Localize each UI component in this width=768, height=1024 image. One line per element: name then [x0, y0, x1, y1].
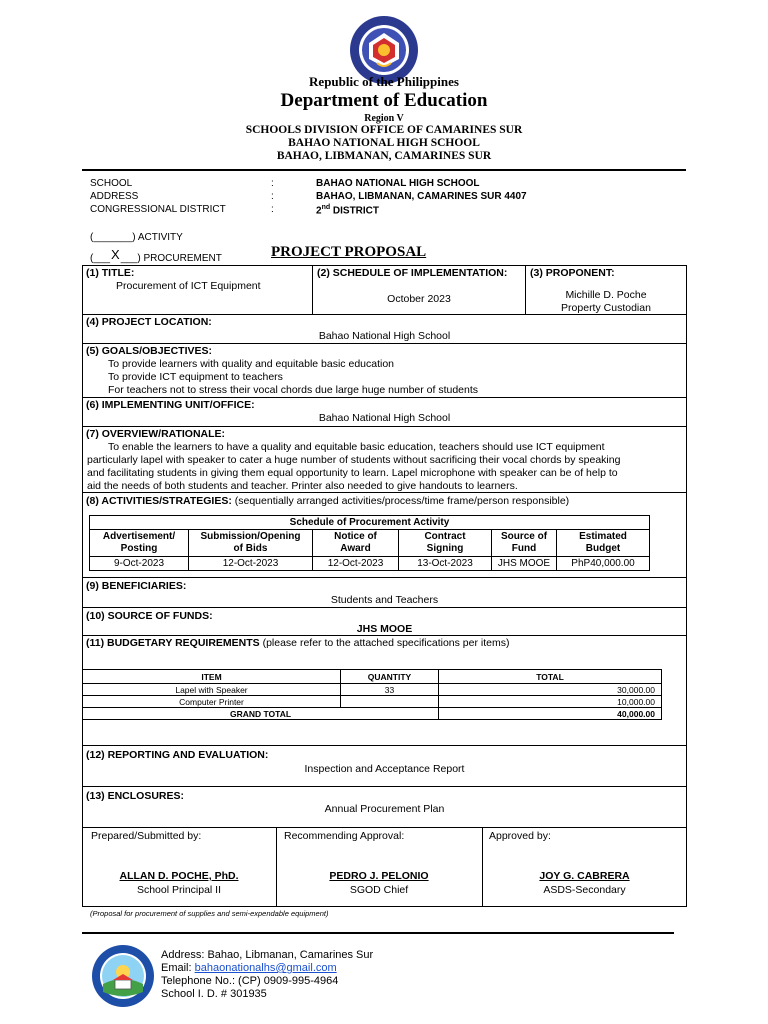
schedule-value: PhP40,000.00 — [557, 557, 650, 571]
info-district-value — [316, 204, 379, 216]
activity-option: (_______) ACTIVITY — [90, 232, 183, 243]
schedule-value: 9-Oct-2023 — [90, 557, 189, 571]
title-label: (1) TITLE: — [86, 267, 135, 279]
beneficiaries-label: (9) BENEFICIARIES: — [86, 580, 187, 592]
enclosures-label: (13) ENCLOSURES: — [86, 790, 185, 802]
department-title: Department of Education — [280, 90, 488, 111]
district-suffix: nd — [321, 204, 331, 211]
footer-email — [161, 962, 337, 974]
overview-line: aid the needs of both students and teacher. Printer also needed to give handouts to learners. — [87, 480, 518, 492]
footer-address: Address: Bahao, Libmanan, Camarines Sur — [161, 949, 374, 961]
budget-heading — [86, 637, 509, 649]
budget-total: 30,000.00 — [439, 684, 662, 696]
reporting-value: Inspection and Acceptance Report — [304, 763, 465, 775]
procurement-suffix: ___) PROCUREMENT — [120, 253, 222, 264]
overview-line: and facilitating students in giving them equal opportunity to learn. Lapel microphone with speaker can be of help to — [87, 467, 618, 479]
enclosures-value: Annual Procurement Plan — [324, 803, 445, 815]
school-logo — [91, 944, 155, 1008]
info-colon-2: : — [271, 191, 274, 202]
budget-total: 10,000.00 — [439, 696, 662, 708]
budget-note: (please refer to the attached specifications per items) — [259, 637, 510, 649]
info-address-value: BAHAO, LIBMANAN, CAMARINES SUR 4407 — [316, 191, 527, 202]
activities-label: (8) ACTIVITIES/STRATEGIES: — [86, 495, 232, 507]
schedule-header: Notice of Award — [313, 530, 399, 557]
schedule-header: Submission/Opening of Bids — [189, 530, 313, 557]
school-line: BAHAO NATIONAL HIGH SCHOOL — [288, 137, 480, 149]
location-value: Bahao National High School — [318, 330, 451, 342]
schedule-header: Source of Fund — [492, 530, 557, 557]
location-label: (4) PROJECT LOCATION: — [86, 316, 212, 328]
budget-table — [82, 669, 662, 720]
overview-line: particularly lapel with speaker to cater a huge number of students without sacrificing their vocal chords by speaking — [87, 454, 621, 466]
footer-divider — [82, 932, 674, 934]
proposal-title: PROJECT PROPOSAL — [271, 244, 427, 260]
signature-caption: Prepared/Submitted by: — [91, 830, 202, 842]
header-divider — [82, 169, 686, 171]
procurement-option — [90, 249, 222, 264]
budget-item: Lapel with Speaker — [83, 684, 341, 696]
goal-item: For teachers not to stress their vocal chords due large huge number of students — [108, 384, 479, 396]
activities-note: (sequentially arranged activities/process/time frame/person responsible) — [231, 495, 570, 507]
footnote: (Proposal for procurement of supplies and semi-expendable equipment) — [90, 909, 329, 918]
grand-total-label: GRAND TOTAL — [83, 708, 439, 720]
info-school-value: BAHAO NATIONAL HIGH SCHOOL — [316, 178, 480, 189]
goals-label: (5) GOALS/OBJECTIVES: — [86, 345, 213, 357]
budget-header: ITEM — [83, 670, 341, 684]
division-line: SCHOOLS DIVISION OFFICE OF CAMARINES SUR — [245, 124, 523, 136]
budget-item: Computer Printer — [83, 696, 341, 708]
footer-phone: Telephone No.: (CP) 0909-995-4964 — [161, 975, 339, 987]
info-address-label: ADDRESS — [90, 191, 139, 202]
region-line: Region V — [364, 113, 404, 124]
proponent-label: (3) PROPONENT: — [530, 267, 615, 279]
reporting-label: (12) REPORTING AND EVALUATION: — [86, 749, 269, 761]
signature-name: PEDRO J. PELONIO — [329, 870, 429, 882]
schedule-value: 13-Oct-2023 — [399, 557, 492, 571]
procurement-prefix: (___ — [90, 253, 111, 264]
signature-name: JOY G. CABRERA — [539, 870, 630, 882]
info-district-label: CONGRESSIONAL DISTRICT — [90, 204, 226, 215]
funds-value: JHS MOOE — [356, 623, 413, 635]
budget-header: QUANTITY — [341, 670, 439, 684]
schedule-value: 12-Oct-2023 — [189, 557, 313, 571]
signature-role: ASDS-Secondary — [543, 884, 626, 896]
district-word: DISTRICT — [330, 205, 380, 217]
email-link[interactable]: bahaonationalhs@gmail.com — [194, 962, 337, 974]
overview-label: (7) OVERVIEW/RATIONALE: — [86, 428, 226, 440]
grand-total-value: 40,000.00 — [439, 708, 662, 720]
budget-quantity: 33 — [341, 684, 439, 696]
schedule-value: JHS MOOE — [492, 557, 557, 571]
beneficiaries-value: Students and Teachers — [330, 594, 439, 606]
funds-label: (10) SOURCE OF FUNDS: — [86, 610, 213, 622]
schedule-header: Contract Signing — [399, 530, 492, 557]
schedule-header: Estimated Budget — [557, 530, 650, 557]
signature-role: SGOD Chief — [349, 884, 409, 896]
schedule-caption: Schedule of Procurement Activity — [90, 516, 650, 530]
republic-line: Republic of the Philippines — [309, 74, 459, 89]
overview-line: To enable the learners to have a quality and equitable basic education, teachers should use ICT equipment — [108, 441, 605, 453]
signature-caption: Approved by: — [489, 830, 551, 842]
schedule-table — [89, 515, 650, 571]
goal-item: To provide learners with quality and equitable basic education — [108, 358, 395, 370]
schedule-header: Advertisement/ Posting — [90, 530, 189, 557]
info-colon-3: : — [271, 204, 274, 215]
footer-school-id: School I. D. # 301935 — [161, 988, 267, 1000]
procurement-mark: X — [111, 247, 120, 262]
proponent-name: Michille D. Poche — [565, 289, 647, 301]
signature-caption: Recommending Approval: — [284, 830, 405, 842]
budget-quantity — [341, 696, 439, 708]
signature-role: School Principal II — [136, 884, 222, 896]
schedule-value: October 2023 — [387, 293, 451, 305]
budget-header: TOTAL — [439, 670, 662, 684]
info-colon-1: : — [271, 178, 274, 189]
goal-item: To provide ICT equipment to teachers — [108, 371, 283, 383]
schedule-label: (2) SCHEDULE OF IMPLEMENTATION: — [317, 267, 508, 279]
district-number: 2 — [316, 205, 322, 217]
title-value: Procurement of ICT Equipment — [116, 280, 261, 292]
proponent-role: Property Custodian — [561, 302, 651, 314]
unit-value: Bahao National High School — [318, 412, 451, 424]
activities-heading — [86, 495, 569, 507]
signature-name: ALLAN D. POCHE, PhD. — [119, 870, 239, 882]
email-label: Email: — [161, 962, 195, 974]
budget-label: (11) BUDGETARY REQUIREMENTS — [86, 637, 260, 649]
town-line: BAHAO, LIBMANAN, CAMARINES SUR — [276, 150, 492, 162]
schedule-value: 12-Oct-2023 — [313, 557, 399, 571]
unit-label: (6) IMPLEMENTING UNIT/OFFICE: — [86, 399, 255, 411]
info-school-label: SCHOOL — [90, 178, 133, 189]
